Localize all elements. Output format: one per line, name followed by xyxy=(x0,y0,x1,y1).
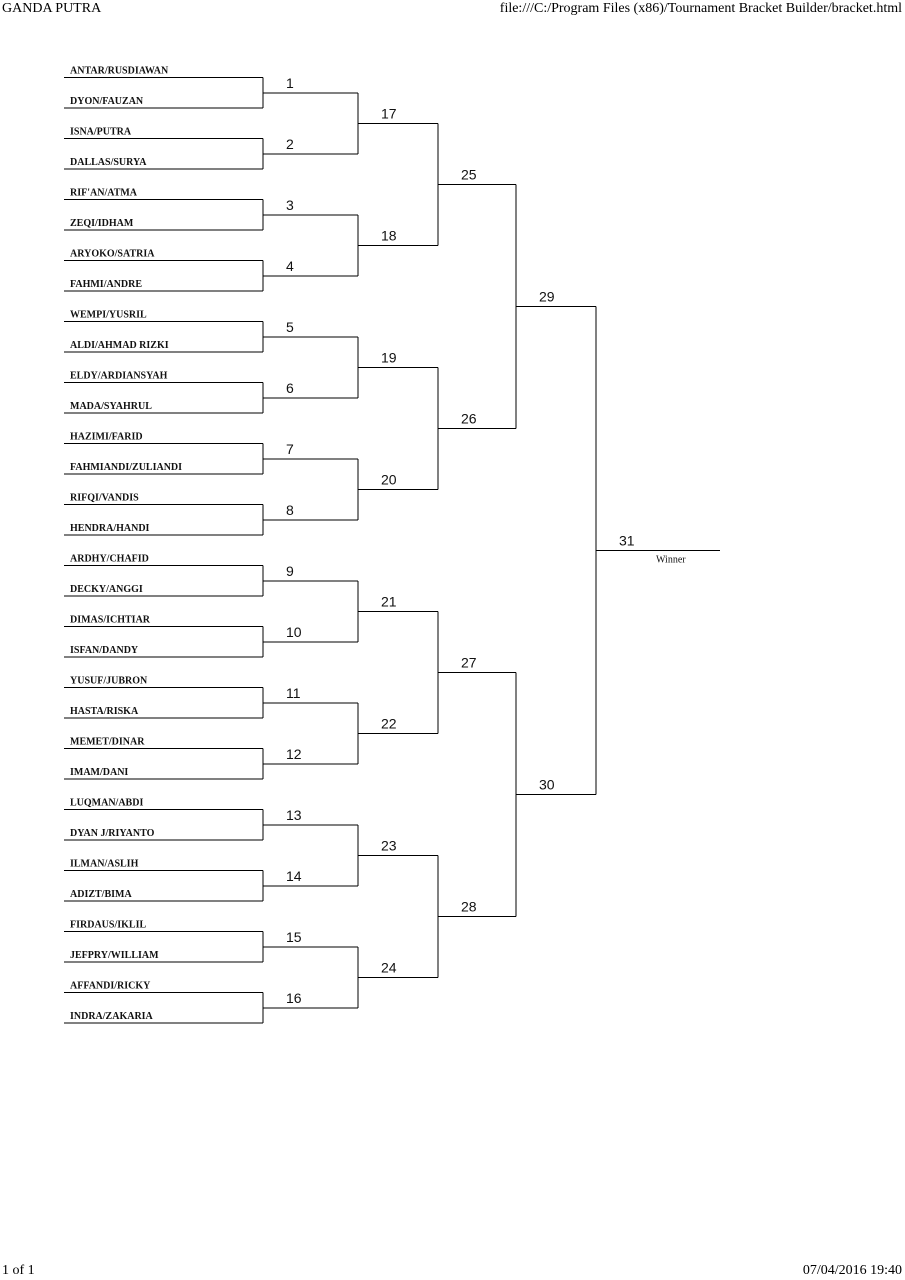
team-name: YUSUF/JUBRON xyxy=(70,675,148,687)
team-name: MEMET/DINAR xyxy=(70,736,145,748)
team-name: RIF'AN/ATMA xyxy=(70,187,138,199)
match-number: 31 xyxy=(619,532,635,549)
match-number: 17 xyxy=(381,105,397,122)
match-number: 10 xyxy=(286,623,302,640)
team-name: ILMAN/ASLIH xyxy=(70,858,139,870)
team-name: ISFAN/DANDY xyxy=(70,645,139,656)
team-name: ZEQI/IDHAM xyxy=(70,218,134,229)
team-name: ARDHY/CHAFID xyxy=(70,553,149,565)
team-name: INDRA/ZAKARIA xyxy=(70,1011,153,1022)
team-name: DECKY/ANGGI xyxy=(70,584,143,595)
match-number: 24 xyxy=(381,959,397,976)
page-header-title: GANDA PUTRA xyxy=(2,1,102,16)
match-number: 21 xyxy=(381,593,397,610)
team-name: MADA/SYAHRUL xyxy=(70,401,152,412)
match-number: 14 xyxy=(286,867,302,884)
team-name: ARYOKO/SATRIA xyxy=(70,248,155,260)
team-name: ALDI/AHMAD RIZKI xyxy=(70,340,169,351)
match-number: 8 xyxy=(286,501,294,518)
team-name: JEFPRY/WILLIAM xyxy=(70,950,159,961)
team-name: HAZIMI/FARID xyxy=(70,431,143,443)
team-name: DYAN J/RIYANTO xyxy=(70,828,155,839)
match-number: 18 xyxy=(381,227,397,244)
match-number: 20 xyxy=(381,471,397,488)
page-footer-datetime: 07/04/2016 19:40 xyxy=(802,1263,902,1278)
match-number: 22 xyxy=(381,715,397,732)
team-name: ELDY/ARDIANSYAH xyxy=(70,370,168,382)
team-name: AFFANDI/RICKY xyxy=(70,980,151,992)
match-number: 28 xyxy=(461,898,477,915)
team-name: ANTAR/RUSDIAWAN xyxy=(70,65,169,77)
team-name: WEMPI/YUSRIL xyxy=(70,309,147,321)
team-name: IMAM/DANI xyxy=(70,767,129,778)
match-number: 9 xyxy=(286,562,294,579)
match-number: 5 xyxy=(286,318,294,335)
match-number: 4 xyxy=(286,257,294,274)
match-number: 12 xyxy=(286,745,302,762)
winner-label: Winner xyxy=(656,554,686,566)
match-number: 16 xyxy=(286,989,302,1006)
match-number: 13 xyxy=(286,806,302,823)
team-name: ISNA/PUTRA xyxy=(70,126,132,138)
team-name: FAHMIANDI/ZULIANDI xyxy=(70,462,183,473)
match-number: 1 xyxy=(286,74,294,91)
team-name: DALLAS/SURYA xyxy=(70,157,147,168)
team-name: FIRDAUS/IKLIL xyxy=(70,919,147,931)
team-name: HASTA/RISKA xyxy=(70,706,139,717)
team-name: DIMAS/ICHTIAR xyxy=(70,614,151,626)
match-number: 25 xyxy=(461,166,477,183)
team-name: HENDRA/HANDI xyxy=(70,523,150,534)
team-name: RIFQI/VANDIS xyxy=(70,492,139,504)
match-number: 29 xyxy=(539,288,555,305)
match-number: 30 xyxy=(539,776,555,793)
match-number: 2 xyxy=(286,135,294,152)
match-number: 15 xyxy=(286,928,302,945)
team-name: DYON/FAUZAN xyxy=(70,96,144,107)
match-number: 19 xyxy=(381,349,397,366)
match-number: 7 xyxy=(286,440,294,457)
match-number: 11 xyxy=(286,684,301,701)
team-name: LUQMAN/ABDI xyxy=(70,797,144,809)
page-footer-count: 1 of 1 xyxy=(2,1263,35,1278)
team-name: FAHMI/ANDRE xyxy=(70,279,143,290)
match-number: 27 xyxy=(461,654,477,671)
team-name: ADIZT/BIMA xyxy=(70,889,132,900)
match-number: 3 xyxy=(286,196,294,213)
match-number: 26 xyxy=(461,410,477,427)
match-number: 6 xyxy=(286,379,294,396)
match-number: 23 xyxy=(381,837,397,854)
page-header-url: file:///C:/Program Files (x86)/Tournament Bracket Builder/bracket.html xyxy=(499,1,902,16)
